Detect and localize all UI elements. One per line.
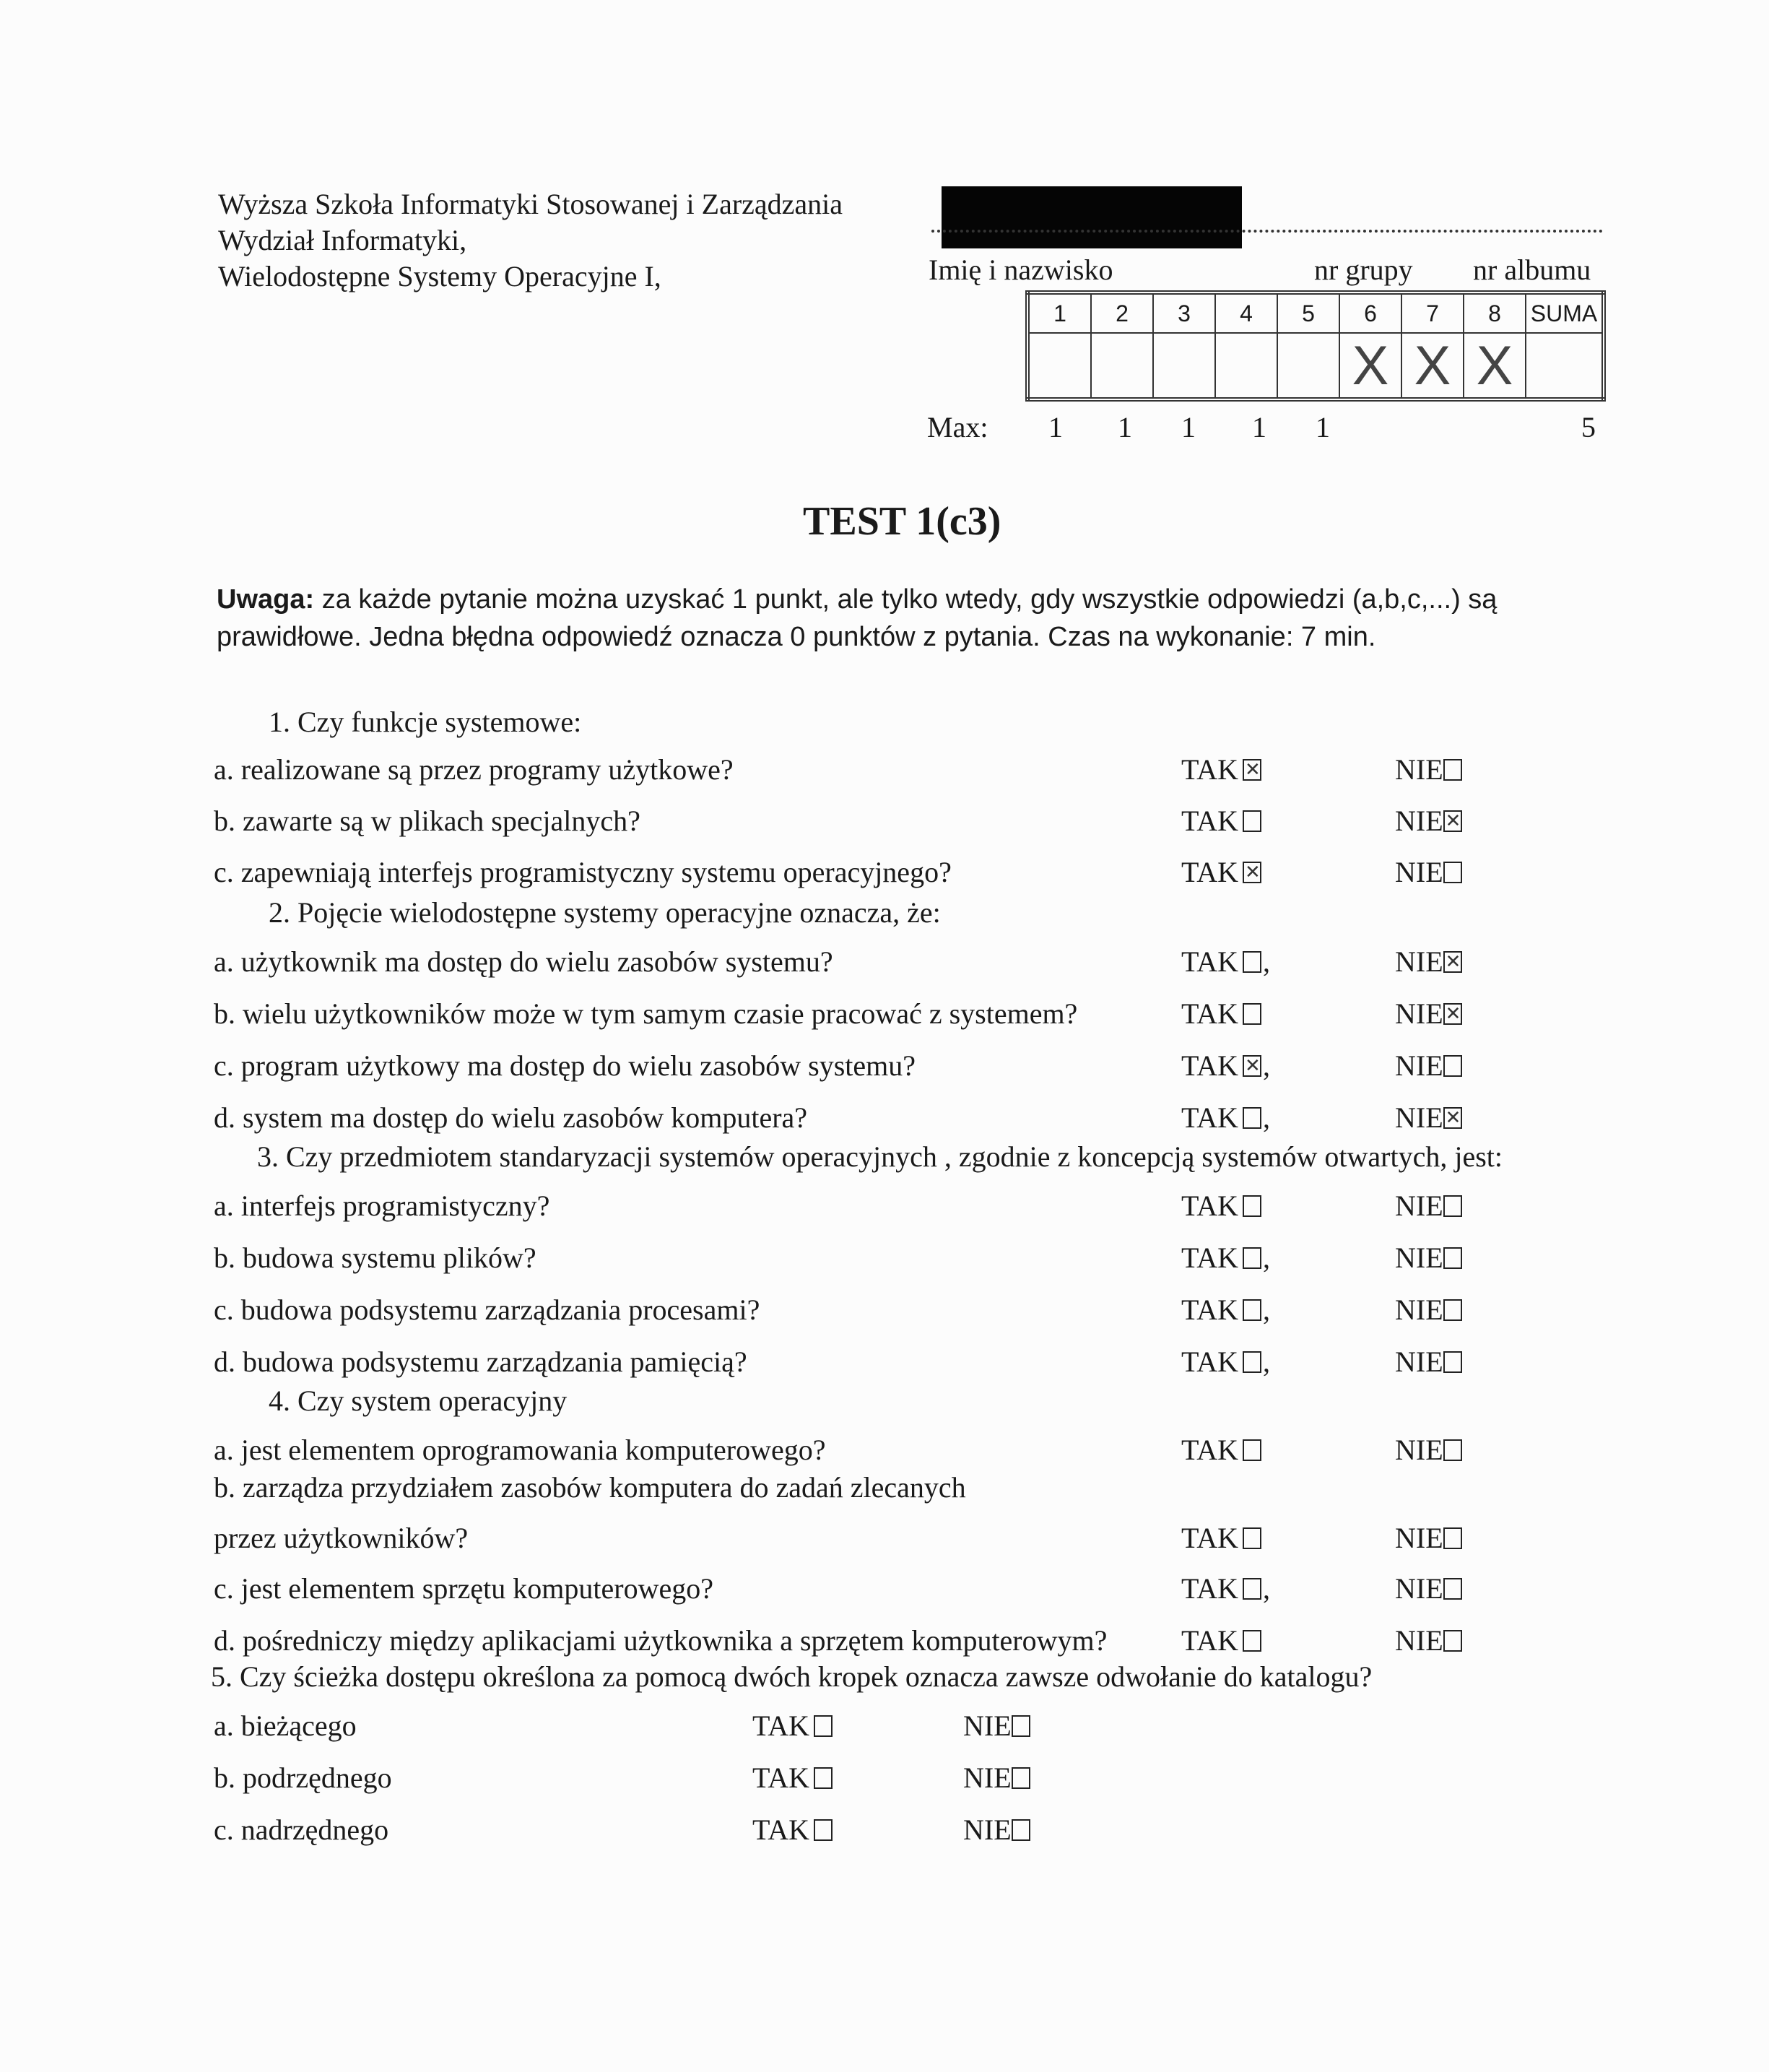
score-col-header: 6 — [1339, 292, 1401, 333]
nie-checkbox[interactable] — [1443, 1630, 1462, 1652]
course-name: Wielodostępne Systemy Operacyjne I, — [218, 260, 661, 292]
score-cell[interactable] — [1277, 333, 1339, 399]
comma: , — [1263, 1293, 1271, 1326]
answer-nie-label: NIE — [1395, 1241, 1443, 1274]
answer-tak[interactable] — [1181, 1624, 1261, 1657]
group-label: nr grupy — [1314, 253, 1413, 286]
nie-checkbox[interactable] — [1443, 810, 1462, 832]
answer-tak-label: TAK — [1181, 1345, 1239, 1378]
score-col-header: 2 — [1091, 292, 1153, 333]
answer-tak[interactable] — [1181, 945, 1270, 979]
answer-tak-label: TAK — [1181, 805, 1239, 837]
max-label: Max: — [927, 411, 988, 443]
question-heading: 4. Czy system operacyjny — [269, 1384, 568, 1417]
answer-nie[interactable] — [1395, 1345, 1462, 1379]
question-item-text-cont: przez użytkowników? — [214, 1522, 469, 1554]
nie-checkbox[interactable] — [1443, 1107, 1462, 1129]
score-col-header: 1 — [1027, 292, 1091, 333]
answer-tak[interactable] — [1181, 804, 1261, 838]
nie-checkbox[interactable] — [1443, 1055, 1462, 1077]
score-col-header: 4 — [1215, 292, 1277, 333]
answer-nie-label: NIE — [1395, 805, 1443, 837]
answer-tak[interactable] — [1181, 1293, 1270, 1327]
question-item-text: b. zawarte są w plikach specjalnych? — [214, 805, 640, 837]
nie-checkbox[interactable] — [1443, 1351, 1462, 1373]
tak-checkbox[interactable] — [1243, 1439, 1261, 1461]
answer-nie[interactable] — [1395, 945, 1462, 979]
question-item-text: c. zapewniają interfejs programistyczny systemu operacyjnego? — [214, 856, 952, 888]
nie-checkbox[interactable] — [1443, 1299, 1462, 1321]
comma: , — [1263, 1241, 1271, 1274]
nie-checkbox[interactable] — [1443, 1578, 1462, 1600]
answer-nie[interactable] — [963, 1813, 1030, 1847]
answer-tak[interactable] — [1181, 1521, 1261, 1555]
score-cell[interactable] — [1153, 333, 1215, 399]
nie-checkbox[interactable] — [1012, 1819, 1030, 1841]
answer-nie-label: NIE — [1395, 1572, 1443, 1605]
answer-tak-label: TAK — [752, 1709, 810, 1742]
tak-checkbox[interactable] — [1243, 1003, 1261, 1025]
answer-nie[interactable] — [1395, 997, 1462, 1031]
question-item-text: b. budowa systemu plików? — [214, 1241, 536, 1274]
instructions-text: za każde pytanie można uzyskać 1 punkt, ale tylko wtedy, gdy wszystkie odpowiedzi (a,b,c,...) są prawidłowe. Jedna błędna odpowiedź oznacza 0 punktów z pytania. Czas na wykonanie: 7 min. — [217, 584, 1498, 652]
score-cell-crossed: X — [1464, 333, 1526, 399]
score-cell-crossed: X — [1401, 333, 1464, 399]
comma: , — [1263, 945, 1271, 978]
answer-tak-label: TAK — [1181, 1624, 1239, 1657]
question-item-text: c. program użytkowy ma dostęp do wielu zasobów systemu? — [214, 1049, 916, 1082]
answer-nie-label: NIE — [1395, 856, 1443, 888]
question-item-text: b. wielu użytkowników może w tym samym czasie pracować z systemem? — [214, 997, 1078, 1030]
nie-checkbox[interactable] — [1443, 759, 1462, 781]
tak-checkbox[interactable] — [1243, 951, 1261, 973]
name-label: Imię i nazwisko — [929, 253, 1113, 286]
nie-checkbox[interactable] — [1443, 1527, 1462, 1549]
answer-tak-label: TAK — [1181, 753, 1239, 786]
question-heading: 5. Czy ścieżka dostępu określona za pomocą dwóch kropek oznacza zawsze odwołanie do katalogu? — [211, 1660, 1373, 1693]
question-item-text: a. interfejs programistyczny? — [214, 1189, 550, 1222]
answer-tak-label: TAK — [1181, 1049, 1239, 1082]
answer-tak-label: TAK — [1181, 1241, 1239, 1274]
nie-checkbox[interactable] — [1443, 1195, 1462, 1217]
score-col-header: 7 — [1401, 292, 1464, 333]
answer-tak[interactable] — [1181, 855, 1261, 889]
comma: , — [1263, 1049, 1271, 1082]
answer-nie-label: NIE — [1395, 1522, 1443, 1554]
question-heading: 1. Czy funkcje systemowe: — [269, 706, 582, 738]
answer-nie-label: NIE — [1395, 997, 1443, 1030]
tak-checkbox[interactable] — [1243, 1195, 1261, 1217]
answer-nie-label: NIE — [1395, 1345, 1443, 1378]
answer-tak[interactable] — [1181, 753, 1261, 786]
answer-nie-label: NIE — [1395, 753, 1443, 786]
tak-checkbox[interactable] — [814, 1767, 833, 1789]
nie-checkbox[interactable] — [1443, 951, 1462, 973]
answer-nie[interactable] — [1395, 1241, 1462, 1275]
instructions — [217, 581, 1632, 656]
nie-checkbox[interactable] — [1012, 1715, 1030, 1737]
answer-tak[interactable] — [1181, 1345, 1270, 1379]
answer-nie-label: NIE — [1395, 1293, 1443, 1326]
answer-tak[interactable] — [752, 1761, 833, 1795]
tak-checkbox[interactable] — [814, 1819, 833, 1841]
tak-checkbox[interactable] — [1243, 1055, 1261, 1077]
question-item-text: a. jest elementem oprogramowania komputerowego? — [214, 1434, 826, 1466]
answer-nie[interactable] — [963, 1761, 1030, 1795]
school-name: Wyższa Szkoła Informatyki Stosowanej i Zarządzania — [218, 188, 843, 220]
answer-tak[interactable] — [752, 1813, 833, 1847]
answer-nie-label: NIE — [1395, 1101, 1443, 1134]
answer-tak[interactable] — [1181, 1241, 1270, 1275]
question-item-text: c. nadrzędnego — [214, 1813, 389, 1846]
answer-tak-label: TAK — [1181, 1572, 1239, 1605]
answer-tak[interactable] — [1181, 1101, 1270, 1135]
question-item-text: d. budowa podsystemu zarządzania pamięcią? — [214, 1345, 747, 1378]
tak-checkbox[interactable] — [1243, 1107, 1261, 1129]
tak-checkbox[interactable] — [1243, 1527, 1261, 1549]
test-title: TEST 1(c3) — [803, 499, 1001, 544]
answer-tak-label: TAK — [1181, 1101, 1239, 1134]
max-value-total: 5 — [1581, 411, 1596, 443]
answer-nie-label: NIE — [963, 1761, 1012, 1794]
score-table — [1025, 290, 1606, 402]
answer-nie-label: NIE — [1395, 1624, 1443, 1657]
nie-checkbox[interactable] — [1443, 1439, 1462, 1461]
max-value: 1 — [1048, 411, 1063, 443]
max-value: 1 — [1316, 411, 1330, 443]
question-heading: 3. Czy przedmiotem standaryzacji systemów operacyjnych , zgodnie z koncepcją systemów otwartych, jest: — [257, 1140, 1503, 1173]
answer-nie[interactable] — [1395, 1521, 1462, 1555]
answer-nie[interactable] — [1395, 1293, 1462, 1327]
score-col-header: 3 — [1153, 292, 1215, 333]
answer-tak-label: TAK — [1181, 1434, 1239, 1466]
answer-tak[interactable] — [1181, 1572, 1270, 1605]
answer-tak-label: TAK — [1181, 945, 1239, 978]
tak-checkbox[interactable] — [1243, 1299, 1261, 1321]
tak-checkbox[interactable] — [1243, 759, 1261, 781]
score-cell[interactable] — [1215, 333, 1277, 399]
answer-tak-label: TAK — [1181, 1522, 1239, 1554]
answer-nie[interactable] — [1395, 1101, 1462, 1135]
question-heading: 2. Pojęcie wielodostępne systemy operacyjne oznacza, że: — [269, 896, 941, 929]
comma: , — [1263, 1572, 1271, 1605]
score-cell[interactable] — [1091, 333, 1153, 399]
name-field-line[interactable] — [931, 230, 1603, 233]
score-cell-crossed: X — [1339, 333, 1401, 399]
tak-checkbox[interactable] — [1243, 1630, 1261, 1652]
question-item-text: a. użytkownik ma dostęp do wielu zasobów systemu? — [214, 945, 833, 978]
tak-checkbox[interactable] — [1243, 862, 1261, 883]
answer-tak[interactable] — [1181, 1049, 1270, 1083]
question-item-text: c. budowa podsystemu zarządzania procesami? — [214, 1293, 760, 1326]
question-item-text: b. podrzędnego — [214, 1761, 392, 1794]
answer-nie[interactable] — [963, 1709, 1030, 1743]
score-cell-suma[interactable] — [1526, 333, 1604, 399]
score-col-header: 8 — [1464, 292, 1526, 333]
max-value: 1 — [1252, 411, 1266, 443]
answer-tak-label: TAK — [1181, 997, 1239, 1030]
tak-checkbox[interactable] — [1243, 1247, 1261, 1269]
instructions-lead: Uwaga: — [217, 584, 315, 615]
answer-nie-label: NIE — [1395, 945, 1443, 978]
answer-nie[interactable] — [1395, 804, 1462, 838]
tak-checkbox[interactable] — [1243, 1578, 1261, 1600]
answer-nie[interactable] — [1395, 1624, 1462, 1657]
faculty-name: Wydział Informatyki, — [218, 224, 467, 256]
tak-checkbox[interactable] — [1243, 1351, 1261, 1373]
nie-checkbox[interactable] — [1012, 1767, 1030, 1789]
answer-nie[interactable] — [1395, 1189, 1462, 1223]
tak-checkbox[interactable] — [814, 1715, 833, 1737]
score-col-header-suma: SUMA — [1526, 292, 1604, 333]
answer-nie[interactable] — [1395, 1049, 1462, 1083]
answer-tak-label: TAK — [1181, 856, 1239, 888]
question-item-text: c. jest elementem sprzętu komputerowego? — [214, 1572, 713, 1605]
answer-nie-label: NIE — [963, 1813, 1012, 1846]
answer-nie[interactable] — [1395, 1572, 1462, 1605]
comma: , — [1263, 1345, 1271, 1378]
answer-tak[interactable] — [1181, 1189, 1261, 1223]
nie-checkbox[interactable] — [1443, 1003, 1462, 1025]
answer-tak-label: TAK — [752, 1761, 810, 1794]
question-item-text: d. pośredniczy między aplikacjami użytkownika a sprzętem komputerowym? — [214, 1624, 1108, 1657]
answer-tak-label: TAK — [1181, 1189, 1239, 1222]
max-value: 1 — [1118, 411, 1132, 443]
album-label: nr albumu — [1473, 253, 1591, 286]
answer-nie-label: NIE — [963, 1709, 1012, 1742]
answer-tak[interactable] — [752, 1709, 833, 1743]
answer-nie[interactable] — [1395, 855, 1462, 889]
question-item-text: b. zarządza przydziałem zasobów komputera do zadań zlecanych — [214, 1471, 966, 1504]
answer-tak-label: TAK — [752, 1813, 810, 1846]
max-value: 1 — [1181, 411, 1196, 443]
score-cell[interactable] — [1027, 333, 1091, 399]
score-col-header: 5 — [1277, 292, 1339, 333]
answer-tak[interactable] — [1181, 997, 1261, 1031]
question-item-text: a. bieżącego — [214, 1709, 357, 1742]
redacted-name — [942, 186, 1242, 248]
question-item-text: a. realizowane są przez programy użytkowe? — [214, 753, 734, 786]
comma: , — [1263, 1101, 1271, 1134]
answer-nie-label: NIE — [1395, 1434, 1443, 1466]
answer-nie[interactable] — [1395, 1433, 1462, 1467]
answer-tak-label: TAK — [1181, 1293, 1239, 1326]
institution-header — [218, 186, 843, 295]
nie-checkbox[interactable] — [1443, 862, 1462, 883]
answer-tak[interactable] — [1181, 1433, 1261, 1467]
answer-nie-label: NIE — [1395, 1049, 1443, 1082]
question-item-text: d. system ma dostęp do wielu zasobów komputera? — [214, 1101, 808, 1134]
nie-checkbox[interactable] — [1443, 1247, 1462, 1269]
tak-checkbox[interactable] — [1243, 810, 1261, 832]
answer-nie-label: NIE — [1395, 1189, 1443, 1222]
answer-nie[interactable] — [1395, 753, 1462, 786]
